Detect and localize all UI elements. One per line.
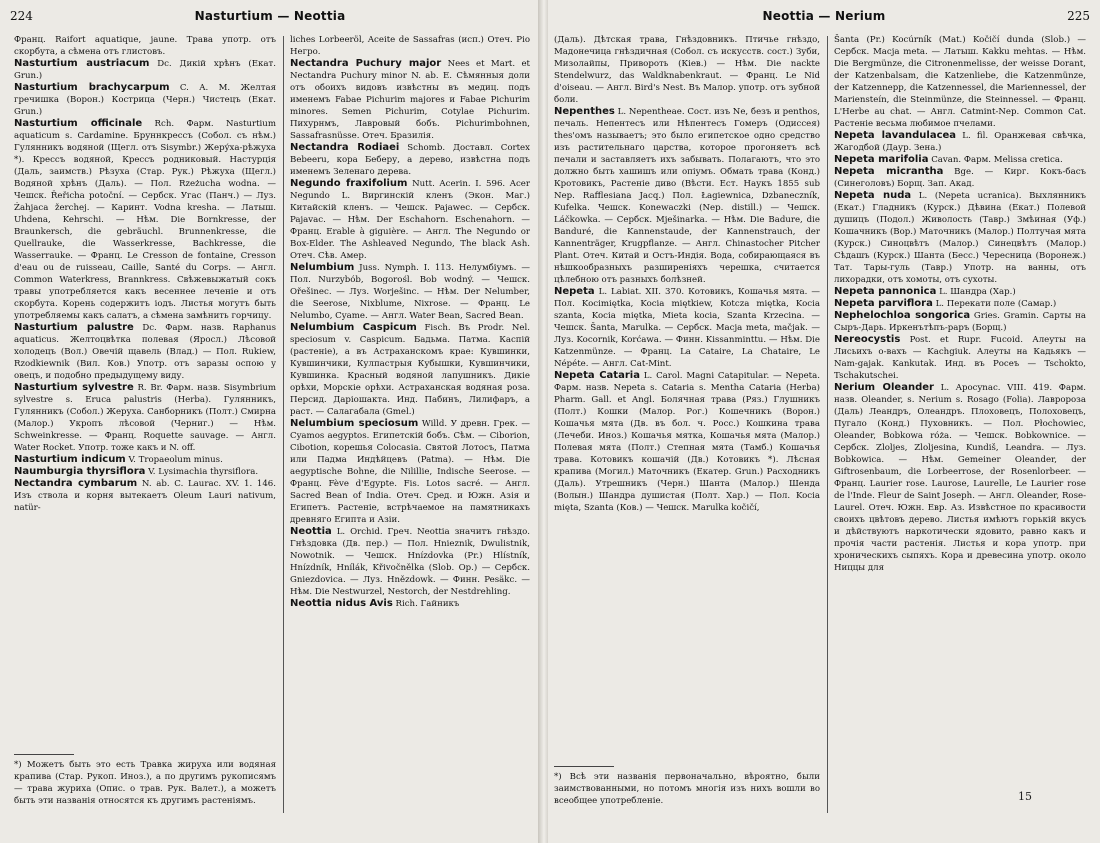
- entry-headword: Nelumbium: [290, 262, 355, 273]
- dictionary-entry: [290, 178, 530, 262]
- entry-text: C. A. M. Желтая гречишка (Ворон.) Кострица (Черн.) Чистецъ (Екат. Grun.): [14, 83, 276, 117]
- left-column-b: [290, 34, 530, 813]
- dictionary-entry: [14, 82, 276, 118]
- footnote: [14, 754, 276, 807]
- dictionary-entry: [14, 466, 276, 478]
- entry-text: Nutt. Acerin. I. 596. Acer Negundo L. Виргинскій кленъ (Экон. Маг.) Китайскій кленъ. — Чешск. Pajawec. — Сербск. Pajavac. — Нѣм. Der Eschahorn. Eschenahorn. — Франц. Erable à giguière. — Англ. The Negundo or Box-Elder. The Ashleaved Negundo, The black Ash. Отеч. Сѣв. Амер.: [290, 179, 530, 261]
- entry-headword: Nepenthes: [554, 106, 615, 117]
- entry-headword: Nepeta parviflora: [834, 298, 933, 309]
- dictionary-entry: [290, 58, 530, 142]
- entry-headword: Nectandra cymbarum: [14, 478, 138, 489]
- running-head: Neottia — Nerium: [762, 9, 886, 23]
- entry-headword: Nasturtium austriacum: [14, 58, 150, 69]
- footnote-text: *) Всѣ эти названія первоначально, вѣроятно, были заимствованными, но потомъ многія изъ нихъ вошли во всеобщее употребленіе.: [554, 772, 820, 806]
- dictionary-entry: [834, 286, 1086, 298]
- dictionary-entry: [14, 58, 276, 82]
- dictionary-entry: [834, 154, 1086, 166]
- entry-text: V. Lysimachia thyrsiflora.: [148, 467, 259, 477]
- entry-headword: Neottia: [290, 526, 332, 537]
- signature-mark: 15: [1018, 790, 1032, 803]
- entry-text: Франц. Raifort aquatique, jaune. Трава употр. отъ скорбута, а сѣмена отъ глистовъ.: [14, 35, 276, 57]
- entry-text: L. Carol. Magni Catapitular. — Nepeta. Фарм. назв. Nepeta s. Cataria s. Mentha Cataria (Herba) Pharm. Gall. et Angl. Болячная трава (Ряз.) Глушникъ (Полт.) Кошки (Малор. Рог.) Кошечникъ (Ворон.) Кошачья мята (Дв. въ бол. ч. Росс.) Кошкина трава (Лечеби. Иноз.) Кошачья мятка, Кошачья мята (Малор.) Полевая мята (Полт.) Степная мята (Тамб.) Кошачья трава. Котовикъ кошачій (Дв.) Котовикъ *). Лѣсная крапива (Могил.) Маточникъ (Екатер. Grun.) Расходникъ (Даль). Утрешникъ (Черн.) Шанта (Малор.) Шенда (Волын.) Шандра душистая (Полт. Хар.) — Пол. Kocia mięta, Szanta (Ков.) — Чешск. Marulka kočičí,: [554, 371, 820, 513]
- entry-headword: Nephelochloa songorica: [834, 310, 971, 321]
- dictionary-entry: [290, 142, 530, 178]
- dictionary-entry: [554, 106, 820, 286]
- left-column-a: [14, 34, 276, 813]
- page-number: 224: [10, 9, 33, 23]
- column-rule: [827, 36, 828, 813]
- entry-text: Nees et Mart. et Nectandra Puchury minor N. ab. E. Сѣмянныя доли отъ обоихъ видовъ извѣстны въ медиц. подъ именемъ Fabae Pichurim majores и Fabae Pichurim minores. Semen Pichurim, Cotylae Pichurim. Пихурнмъ, Лавровый бобъ. Pichurimbohnen, Sassafrasnüsse. Отеч. Бразилія.: [290, 59, 530, 141]
- footnote-text: *) Можетъ быть это есть Травка жируха или водяная крапива (Стар. Рукоп. Иноз.), а по другимъ рукописямъ — трава журиха (Опис. о трав. Рук. Валет.), а можетъ быть эти названія относятся къ другимъ растеніямъ.: [14, 760, 276, 806]
- entry-headword: Nepeta lavandulacea: [834, 130, 957, 141]
- entry-text: R. Br. Фарм. назв. Sisymbrium sylvestre s. Eruca palustris (Herba). Гулянникъ, Гулянникъ (Собол.) Жеруха. Санборникъ (Полт.) Смирна (Малор.) Укропъ лѣсовой (Черниг.) — Нѣм. Schweinkresse. — Франц. Roquette sauvage. — Англ. Water Rocket. Употр. тоже какъ и N. off.: [14, 383, 276, 453]
- dictionary-entry: [14, 382, 276, 454]
- entry-text: Bge. — Кирг. Кокъ-басъ (Синеголовъ) Борщ. Зап. Акад.: [834, 167, 1086, 189]
- column-rule: [283, 36, 284, 813]
- entry-headword: Negundo fraxifolium: [290, 178, 408, 189]
- entry-text: Dc. Дикій хрѣнъ (Екат. Grun.): [14, 59, 276, 81]
- dictionary-entry: [834, 334, 1086, 382]
- page-header: [558, 6, 1090, 26]
- entry-text: Willd. У древн. Грек. — Cyamos aegyptos. Египетскій бобъ. Сѣм. — Ciborion, Cibotion, корешья Colocasia. Святой Лотосъ, Патма или Падма Индѣйцевъ (Patma). — Нѣм. Die aegyptische Bohne, die Nilillie, Indische Seerose. — Франц. Fève d'Egypte. Fis. Lotos sacré. — Англ. Sacred Bean of India. Отеч. Сред. и Южн. Азія и Египетъ. Растеніе, встрѣчаемое на памятникахъ древняго Египта и Азіи.: [290, 419, 530, 525]
- entry-text: Post. et Rupr. Fucoid. Алеуты на Лисьихъ о-вахъ — Kachgiuk. Алеуты на Кадьякъ — Nam-gajak. Kankutak. Инд. въ Росеъ — Tschokto, Tschakutschei.: [834, 335, 1086, 381]
- dictionary-entry: [14, 322, 276, 382]
- dictionary-entry: [290, 262, 530, 322]
- right-page: [548, 0, 1100, 843]
- dictionary-entry: [14, 478, 276, 514]
- entry-headword: Nasturtium indicum: [14, 454, 126, 465]
- entry-headword: Neottia nidus Avis: [290, 598, 393, 609]
- entry-headword: Naumburgia thyrsiflora: [14, 466, 146, 477]
- entry-text: Cavan. Фарм. Melissa cretica.: [931, 155, 1063, 165]
- dictionary-entry: [14, 454, 276, 466]
- entry-headword: Nasturtium palustre: [14, 322, 134, 333]
- footnote-rule: [14, 754, 74, 755]
- dictionary-entry: [554, 370, 820, 514]
- entry-headword: Nerium Oleander: [834, 382, 934, 393]
- entry-headword: Nasturtium sylvestre: [14, 382, 134, 393]
- entry-text: V. Tropaeolum minus.: [128, 455, 223, 465]
- entry-headword: Nepeta pannonica: [834, 286, 937, 297]
- entry-text: (Даль). Дѣтская трава, Гнѣздовникъ. Птичье гнѣздо, Мадонечица гнѣздичная (Собол. съ искусств. сост.) Зуби, Мизолайпы, Привороть (Кіев.) — Нѣм. Die nackte Stendelwurz, das Waldknabenkraut. — Франц. Le Nid d'oiseau. — Англ. Bird's Nest. Въ Малор. употр. отъ зубной боли.: [554, 35, 820, 105]
- dictionary-entry: [834, 298, 1086, 310]
- entry-text: Šanta (Pr.) Kocúrník (Mat.) Kočičí dunda (Slob.) — Сербск. Macja meta. — Латыш. Kakku mehtas. — Нѣм. Die Bergmünze, die Citronenmelisse, der weisse Dorant, der Katzenbalsam, die Katzenliebe, die Katzenmünze, der Katzennepp, die Katzennessel, die Mariennessel, der Mariensteín, die Steinmünze, die Steinnessel. — Франц. L'Herbe au chat. — Англ. Catmint-Nep. Common Cat. Растеніе весьма любимое пчелами.: [834, 35, 1086, 129]
- footnote-rule: [554, 766, 614, 767]
- dictionary-entry: [834, 310, 1086, 334]
- dictionary-entry: [290, 526, 530, 598]
- page-number: 225: [1067, 9, 1090, 23]
- entry-text: L. Шандра (Хар.): [939, 287, 1016, 297]
- entry-text: N. ab. C. Laurac. XV. 1. 146. Изъ ствола и корня вытекаетъ Oleum Lauri nativum, natür-: [14, 479, 276, 513]
- entry-headword: Nepeta marifolia: [834, 154, 929, 165]
- entry-text: Schomb. Доставл. Cortex Bebeeru, кора Беберу, а дерево, извѣстна подъ именемъ Зеленаго дерева.: [290, 143, 530, 177]
- dictionary-entry: [554, 286, 820, 370]
- entry-headword: Nectandra Puchury major: [290, 58, 442, 69]
- dictionary-entry: [834, 130, 1086, 154]
- entry-headword: Nelumbium speciosum: [290, 418, 419, 429]
- dictionary-entry: [290, 598, 530, 610]
- entry-text: L. Перекати поле (Самар.): [935, 299, 1057, 309]
- entry-headword: Nepeta micrantha: [834, 166, 944, 177]
- dictionary-entry: [290, 34, 530, 58]
- entry-headword: Nectandra Rodiaei: [290, 142, 400, 153]
- entry-headword: Nasturtium officinale: [14, 118, 143, 129]
- dictionary-entry: [554, 34, 820, 106]
- entry-headword: Nepeta nuda: [834, 190, 912, 201]
- entry-text: Gries. Gramin. Сарты на Сыръ-Дарь. Иркенътѣпъ-раръ (Борщ.): [834, 311, 1086, 333]
- entry-text: L. Apocynac. VIII. 419. Фарм. назв. Oleander, s. Nerium s. Rosago (Folia). Лавророза (Даль) Леандръ, Олеандръ. Плоховецъ, Полоховецъ, Пугало (Конд.) Пуховникъ. — Пол. Płochowiec, Oleander, Bobkowa róża. — Чешск. Bobkownice. — Сербск. Zloljes, Zloljesina, Kundiš, Leandra. — Луз. Bobkowica. — Нѣм. Gemeiner Oleander, der Giftrosenbaum, die Lorbeerrose, der Rosenlorbeer. — Франц. Laurier rose. Laurose, Laurelle, Le Laurier rose de l'Inde. Fleur de Saint Joseph. — Англ. Oleander, Rose-Laurel. Отеч. Южн. Евр. Аз. Извѣстное по красивости своихъ цвѣтовъ дерево. Листья имѣютъ горькій вкусъ и дѣйствуютъ наркотически ядовито, равно какъ и прочія части растенія. Листья и кора употр. при хроническихъ сыпяхъ. Кора и древесина употр. около Ниццы для: [834, 383, 1086, 573]
- entry-text: L. Orchid. Греч. Neottia значитъ гнѣздо. Гнѣздовка (Дв. пер.) — Пол. Hnieznik, Dwulistnik, Nowotnik. — Чешск. Hnízdovka (Pr.) Hlístník, Hnízdník, Hnílák, Křivočnělka (Slob. Op.) — Сербск. Gniezdovica. — Луз. Hnězdowk. — Финн. Pesäkc. — Нѣм. Die Nestwurzel, Nestorch, der Nestdrehling.: [290, 527, 530, 597]
- dictionary-entry: [14, 34, 276, 58]
- dictionary-entry: [834, 34, 1086, 130]
- entry-headword: Nelumbium Caspicum: [290, 322, 417, 333]
- dictionary-entry: [290, 418, 530, 526]
- dictionary-entry: [14, 118, 276, 322]
- entry-headword: Nereocystis: [834, 334, 901, 345]
- dictionary-entry: [834, 382, 1086, 574]
- right-column-a: [554, 34, 820, 813]
- entry-headword: Nepeta Cataria: [554, 370, 640, 381]
- footnote: [554, 766, 820, 807]
- entry-headword: Nasturtium brachycarpum: [14, 82, 170, 93]
- entry-text: L. Nepentheae. Сост. изъ Ne, безъ и penthos, печаль. Непентесъ или Нѣпентесъ Гомеръ (Одиссея) thes'омъ называетъ; это было египетское одно средство изъ растительнаго царства, которое прогоняетъ всѣ печали и заставляетъ ихъ забывать. Полагаютъ, что это должно быть хашишъ или опіумъ. Обмать трава (Конд.) Кротовикъ, Растеніе диво (Вѣсти. Ест. Наукъ 1855 sub Nep. Rafflesiana Jacq.) Пол. Łagiewnica, Dzbaneczník, Kufelka. Чешск. Konewaczki (Nep. distill.) — Чешск. Láčkowka. — Сербск. Mješinarka. — Нѣм. Die Badure, die Banduré, die Kannenstaude, der Kannenstrauch, der Kannenträger, Krugpflanze. — Англ. Chinastocher Pitcher Plant. Отеч. Китай и Остъ-Индія. Вода, собирающаяся въ нѣшкообразныхъ разширеніяхъ черешка, считается цѣлебною отъ разныхъ болѣзней.: [554, 107, 820, 285]
- right-column-b: [834, 34, 1086, 813]
- dictionary-entry: [834, 166, 1086, 190]
- dictionary-entry: [290, 322, 530, 418]
- running-head: Nasturtium — Neottia: [194, 9, 346, 23]
- entry-text: Juss. Nymph. I. 113. Нелумбіумъ. — Пол. Nurzybób, Bogorośl. Bob wodný. — Чешск. Ořešinec. — Луз. Worješinc. — Нѣм. Der Nelumber, die Seerose, Nixblume, Nixrose. — Франц. Le Nelumbo, Cyame. — Англ. Water Bean, Sacred Bean.: [290, 263, 530, 321]
- entry-text: Rch. Фарм. Nasturtium aquaticum s. Cardamine. Бруннкрессъ (Собол. съ нѣм.) Гулянникъ водяной (Щегл. отъ Sisymbr.) Жерýха-рѣжуха *). Крессъ водяной, Крессъ родниковый. Настурція (Даль, заимств.) Рѣзуха (Стар. Рук.) Рѣжуха (Щегл.) Водяной хрѣнъ (Даль). — Пол. Rzeżucha wodna. — Чешск. Řeřicha potoční. — Сербск. Угас (Панч.) — Луз. Żahjaca žerchej. — Каринт. Vodna kresha. — Латыш. Uhdena, Kehrschi. — Нѣм. Die Bornkresse, der Braunkersch, die gebräuchl. Brunnenkresse, die Quellrauke, die Wasserkresse, Bachkresse, die Wasserrauke. — Франц. Le Cresson de fontaine, Cresson d'eau ou de ruisseau, Caille, Santé du Corps. — Англ. Common Waterkress, Brannkress. Свѣжевыжатый сокъ травы употребляется какъ весеннее леченіе и отъ скорбута. Корень содержитъ іодъ. Листья могутъ быть употребляемы какъ салатъ, а сѣмена замѣнить горчицу.: [14, 119, 276, 321]
- entry-text: Dc. Фарм. назв. Raphanus aquaticus. Желтоцвѣтка полевая (Яросл.) Лѣсовой холодецъ (Вол.) Овечій щавель (Влад.) — Пол. Rukiew, Rzodkiewnik (Вил. Ков.) Употр. отъ заразы оспою у овецъ, и подобно предыдущему виду.: [14, 323, 276, 381]
- entry-text: liches Lorbeeröl, Aceite de Sassafras (исп.) Отеч. Ріо Негро.: [290, 35, 530, 57]
- entry-headword: Nepeta: [554, 286, 595, 297]
- entry-text: L. fil. Оранжевая свѣчка, Жагодбой (Даур. Зена.): [834, 131, 1086, 153]
- entry-text: Rich. Гайникъ: [395, 599, 460, 609]
- entry-text: L. (Nepeta ucranica). Выхлянникъ (Екат.) Гладникъ (Курск.) Дѣвина (Екат.) Полевой душицъ (Подол.) Живолость (Тавр.) Змѣиная (Уф.) Кошачникъ (Вор.) Маточникъ (Малор.) Полтучая мята (Курск.) Синоцвѣтъ (Малор.) Синецвѣтъ (Малор.) Сѣдашъ (Курск.) Шанта (Бесс.) Чересница (Воронеж.) Тат. Тары-гуль (Тавр.) Употр. на ванны, отъ лихорадки, отъ хомоты, отъ сухоты.: [834, 191, 1086, 285]
- entry-text: L. Labiat. XII. 370. Котовикъ, Кошачья мята. — Пол. Kocimiętka, Kocia miętkiew, Kotcza miętka, Kocia szanta, Kocia miętka, Mieta kocia, Szanta Krzecina. — Чешск. Šanta, Marulka. — Сербск. Macja meta, mačjak. — Луз. Kocornik, Korćawa. — Финн. Kissanminttu. — Нѣм. Die Katzenmünze. — Франц. La Cataire, La Chataire, Le Népéte. — Англ. Cat-Mint.: [554, 287, 820, 369]
- entry-text: Fisch. Въ Prodr. Nel. speciosum v. Caspicum. Бадьма. Патма. Каспій (растеніе), а въ Астраханскомъ крае: Кувшинки, Кувшинчики, Кулпастрыя Кубышки, Кувшинчики, Кувшинка. Красный водяной лапушникъ. Дикіе орѣхи, Морскіе орѣхи. Астраханская водяная роза. Персид. Даріошакта. Инд. Пабинъ, Лилифаръ, а раст. — Салагабала (Gmel.): [290, 323, 530, 417]
- dictionary-entry: [834, 190, 1086, 286]
- left-page: [0, 0, 540, 843]
- page-header: [10, 6, 530, 26]
